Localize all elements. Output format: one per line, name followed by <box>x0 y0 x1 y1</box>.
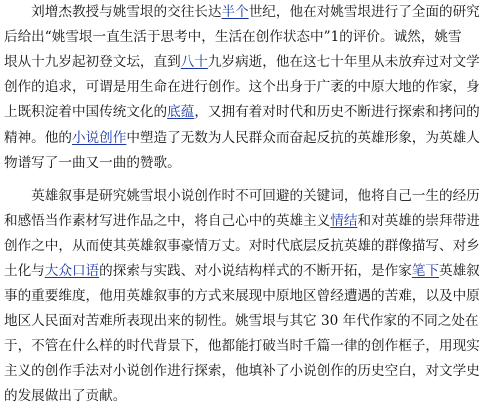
text-segment: 地区人民面对苦难所表现出来的韧性。姚雪垠与其它 30 年代作家的不同之处在 <box>4 313 479 329</box>
hyperlink-term[interactable]: 底蕴 <box>167 104 195 120</box>
text-segment: 1 <box>330 29 340 45</box>
text-line <box>4 77 480 97</box>
text-segment: 主义的创作手法对小说创作进行探索，他填补了小说创作的历史空白，对文学史 <box>4 363 480 379</box>
text-segment: 的评价。诚然，姚雪 <box>339 29 462 45</box>
text-segment: 和对英雄的崇拜带进 <box>357 213 480 229</box>
text-segment: 和感悟当作素材写进作品之中，将自己心中的英雄主义 <box>4 213 331 229</box>
text-line <box>4 102 480 122</box>
text-line <box>4 186 480 206</box>
text-line <box>4 236 480 256</box>
text-line <box>4 2 480 22</box>
text-segment: ，又拥有着对时代和历史不断进行探索和拷问的 <box>194 104 480 120</box>
text-line <box>4 311 479 331</box>
text-segment: 中塑造了无数为人民群众而奋起反抗的英雄形象，为英雄人 <box>126 130 480 146</box>
text-segment: 物谱写了一曲又一曲的赞歌。 <box>4 155 181 171</box>
text-segment: 上既积淀着中国传统文化的 <box>4 104 168 120</box>
text-line <box>4 386 459 406</box>
text-segment: 英雄叙 <box>439 263 480 279</box>
text-line <box>4 286 480 306</box>
text-line <box>4 153 459 173</box>
text-line <box>4 261 480 281</box>
text-segment: 世纪，他在对姚雪垠进行了全面的研究 <box>248 4 480 20</box>
text-segment: 于，不管在什么样的时代背景下，他都能打破当时千篇一律的创作框子，用现实 <box>4 338 480 354</box>
hyperlink-term[interactable]: 情结 <box>330 213 358 229</box>
hyperlink-term[interactable]: 笔下 <box>411 263 439 279</box>
hyperlink-term[interactable]: 半个 <box>221 4 249 20</box>
text-segment: 九岁病逝，他在这七十年里从未放弃过对文学 <box>207 54 480 70</box>
text-segment: 的探索与实践、对小说结构样式的不断开拓，是作家 <box>99 263 412 279</box>
hyperlink-term[interactable]: 八十 <box>180 54 208 70</box>
text-segment: 创作的追求，可谓是用生命在进行创作。这个出身于广袤的中原大地的作家，身 <box>4 79 480 95</box>
text-segment: 土化与 <box>4 263 45 279</box>
text-segment: 英雄叙事是研究姚雪垠小说创作时不可回避的关键词，他将自己一生的经历 <box>4 188 480 204</box>
hyperlink-term[interactable]: 小说创作 <box>71 130 127 146</box>
hyperlink-term[interactable]: 大众口语 <box>44 263 100 279</box>
text-segment: 刘增杰教授与姚雪垠的交往长达 <box>4 4 222 20</box>
text-line <box>4 361 480 381</box>
text-segment: 的发展做出了贡献。 <box>4 388 127 404</box>
text-segment: 事的重要维度，他用英雄叙事的方式来展现中原地区曾经遭遇的苦难，以及中原 <box>4 288 480 304</box>
text-line <box>4 52 480 72</box>
text-line <box>4 211 480 231</box>
text-line <box>4 27 462 47</box>
text-segment: 创作之中，从而使其英雄叙事豪情万丈。对时代底层反抗英雄的群像描写、对乡 <box>4 238 480 254</box>
text-segment: 精神。他的 <box>4 130 72 146</box>
text-line <box>4 128 480 148</box>
text-segment: 垠从十九岁起初登文坛，直到 <box>4 54 181 70</box>
text-segment: 后给出“姚雪垠一直生活于思考中，生活在创作状态中” <box>4 29 331 45</box>
text-line <box>4 336 480 356</box>
